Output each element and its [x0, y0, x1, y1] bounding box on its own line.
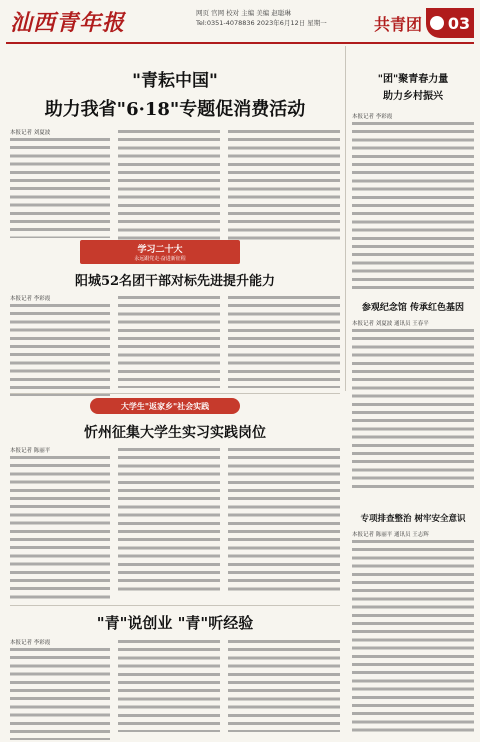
- study-banner-line1: 学习二十大: [137, 245, 183, 255]
- intern-banner: [90, 398, 240, 414]
- story-6-col-2: [118, 640, 220, 732]
- right-top-byline: 本报记者 李彩霞: [352, 114, 393, 120]
- story-6-col-1: [10, 634, 110, 740]
- story-4-headline: 忻州征集大学生实习实践岗位: [84, 425, 266, 441]
- section-divider: [10, 605, 340, 606]
- story-2: [10, 270, 340, 289]
- story-5-byline: 本报记者 陈丽平 通讯员 王志辉: [352, 532, 429, 538]
- story-5: [352, 512, 474, 736]
- masthead-info-line1: 网页 官网 校对 主编 美编 赵聪琳: [196, 9, 291, 17]
- lead-headline-line1: "青耘中国": [132, 71, 218, 91]
- story-4: [10, 422, 340, 442]
- lead-body-text: [228, 130, 340, 240]
- masthead-info-line2: Tel:0351-4078836 2023年6月12日 星期一: [196, 19, 327, 27]
- story-2-headline: 阳城52名团干部对标先进提升能力: [74, 274, 276, 289]
- story-6-headline: "青"说创业 "青"听经验: [96, 614, 254, 632]
- page-number: 03: [447, 13, 471, 33]
- lead-col-1: [10, 124, 110, 238]
- story-6-col-3: [228, 640, 340, 732]
- right-top-body-text: [352, 122, 474, 290]
- intern-banner-label: 大学生"返家乡"社会实践: [120, 400, 210, 411]
- dot-icon: [430, 16, 444, 30]
- story-6: [10, 612, 340, 633]
- page-number-badge: [426, 8, 474, 38]
- lead-body-text: [118, 130, 220, 240]
- lead-body-text: [10, 138, 110, 238]
- story-4-body-text: [228, 448, 340, 593]
- lead-col-3: [228, 130, 340, 240]
- lead-col-2: [118, 130, 220, 240]
- lead-byline: 本报记者 刘夏波: [10, 130, 51, 136]
- story-2-body-text: [10, 304, 110, 396]
- story-4-body-text: [10, 456, 110, 601]
- story-6-byline: 本报记者 李彩霞: [10, 640, 51, 646]
- lead-headline-line2: 助力我省"6·18"专题促消费活动: [44, 99, 306, 120]
- story-2-col-1: [10, 290, 110, 396]
- story-2-col-2: [118, 296, 220, 388]
- right-top-story: [352, 70, 474, 290]
- story-2-body-text: [228, 296, 340, 388]
- section-title: 共青团: [373, 15, 422, 34]
- story-5-headline: 专项排查整治 树牢安全意识: [360, 514, 466, 524]
- column-divider: [345, 46, 346, 391]
- story-6-body-text: [10, 648, 110, 740]
- masthead: [6, 4, 474, 44]
- story-2-body-text: [118, 296, 220, 388]
- study-banner: [80, 240, 240, 264]
- story-2-col-3: [228, 296, 340, 388]
- story-5-body-text: [352, 540, 474, 736]
- story-4-col-2: [118, 448, 220, 593]
- story-3-byline: 本报记者 刘夏波 通讯员 王春平: [352, 321, 429, 327]
- right-top-headline-line2: 助力乡村振兴: [383, 91, 443, 102]
- newspaper-logo: 汕西青年报: [10, 10, 126, 36]
- story-2-byline: 本报记者 李彩霞: [10, 296, 51, 302]
- story-4-byline: 本报记者 陈丽平: [10, 448, 51, 454]
- story-4-body-text: [118, 448, 220, 593]
- story-6-body-text: [118, 640, 220, 732]
- story-4-col-3: [228, 448, 340, 593]
- section-divider: [10, 393, 340, 394]
- right-top-headline-line1: "团"聚青春力量: [377, 74, 449, 85]
- story-3: [352, 300, 474, 489]
- lead-story: [10, 66, 340, 121]
- masthead-info: [196, 8, 327, 28]
- story-6-body-text: [228, 640, 340, 732]
- story-3-body-text: [352, 329, 474, 489]
- study-banner-line2: 永远跟党走·奋进新征程: [134, 256, 186, 262]
- story-4-col-1: [10, 442, 110, 601]
- story-3-headline: 参观纪念馆 传承红色基因: [361, 303, 465, 313]
